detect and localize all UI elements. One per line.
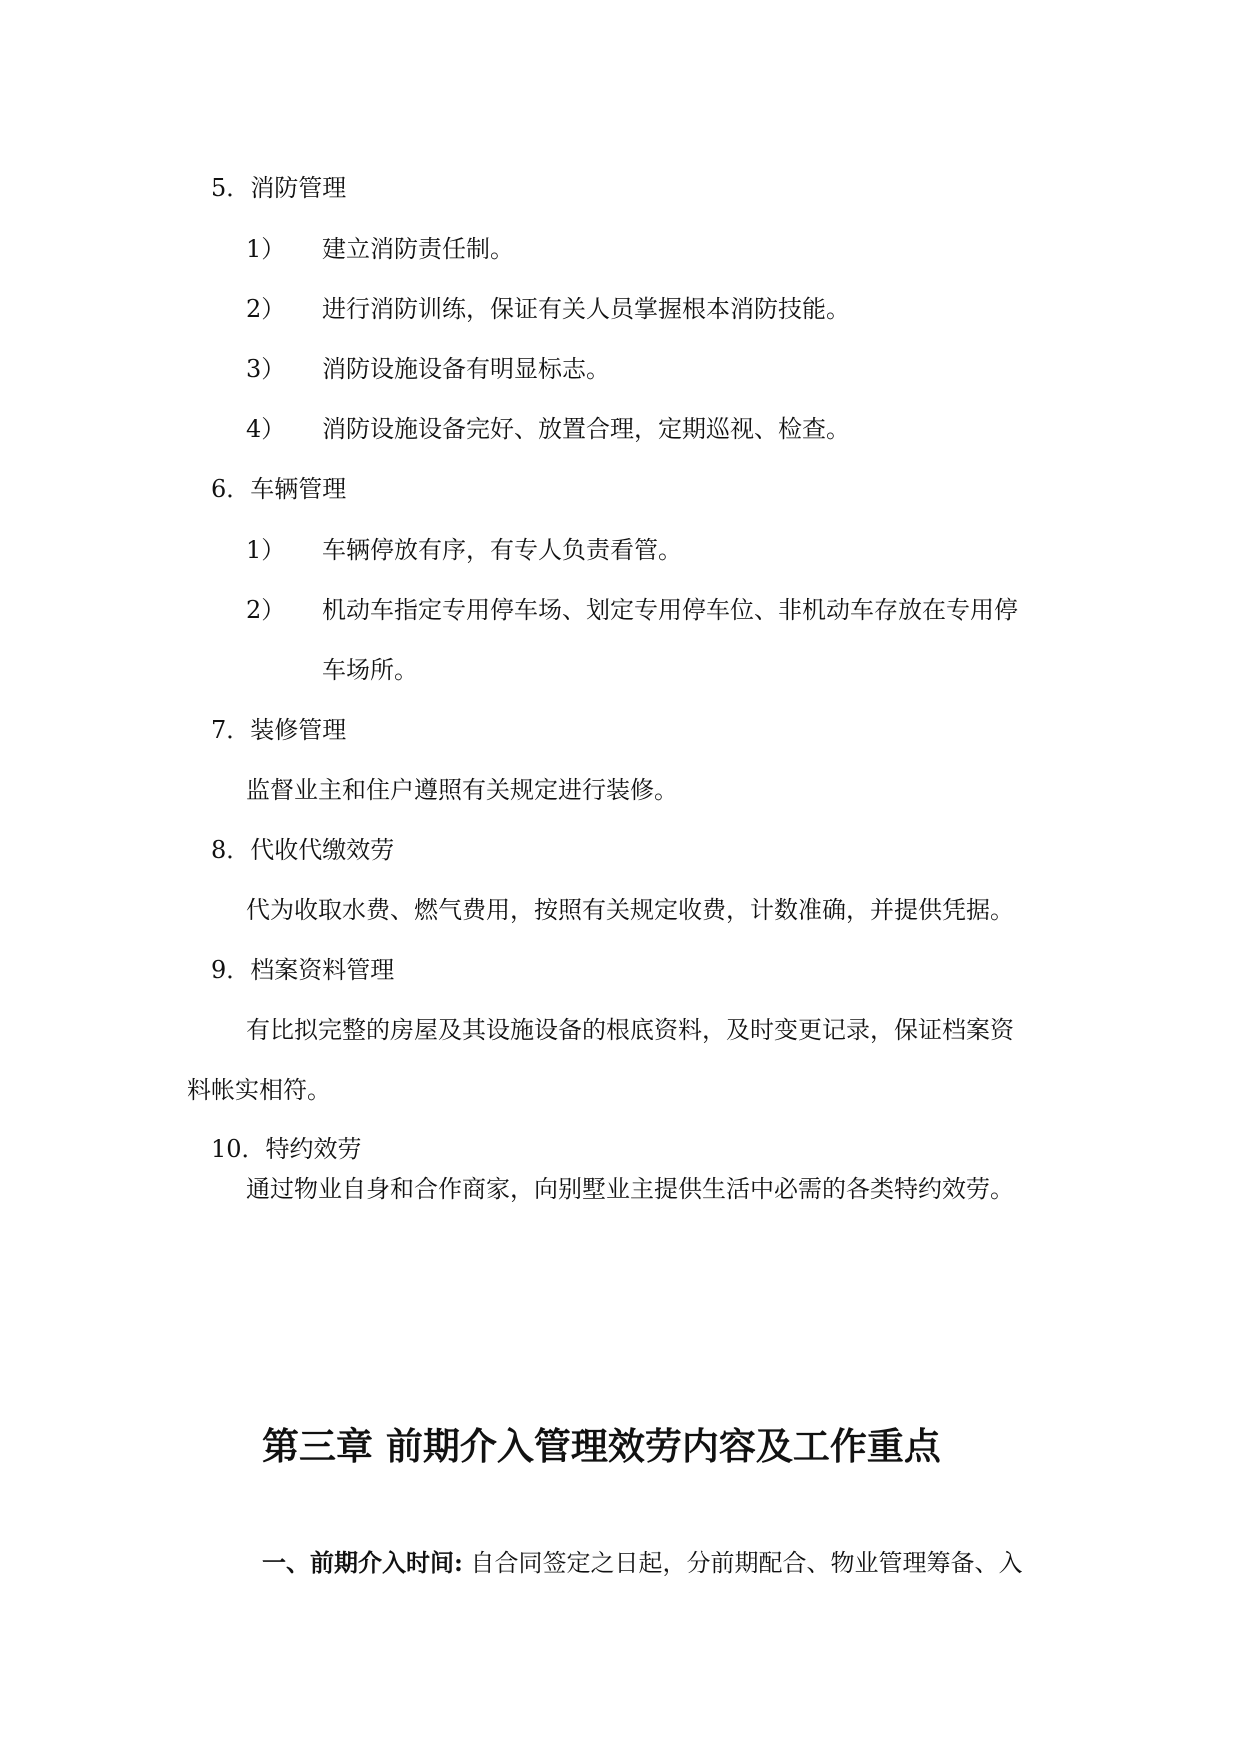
chapter-paragraph <box>262 1548 1023 1578</box>
list-item <box>246 595 285 625</box>
list-number: 1） <box>246 235 286 263</box>
section-5-heading: 5．消防管理 <box>211 174 347 202</box>
list-item <box>246 294 285 324</box>
list-item <box>246 354 285 384</box>
section-9-body-continuation: 料帐实相符。 <box>187 1076 331 1104</box>
list-item-text: 建立消防责任制。 <box>322 235 514 263</box>
section-8-body: 代为收取水费、燃气费用，按照有关规定收费，计数准确，并提供凭据。 <box>246 896 1014 924</box>
section-10-heading: 10．特约效劳 <box>211 1135 362 1163</box>
section-6-heading: 6．车辆管理 <box>211 475 347 503</box>
list-item-continuation: 车场所。 <box>322 656 418 684</box>
list-number: 2） <box>246 596 286 624</box>
section-10-body: 通过物业自身和合作商家，向别墅业主提供生活中必需的各类特约效劳。 <box>246 1175 1014 1203</box>
list-item-text: 消防设施设备有明显标志。 <box>322 355 610 383</box>
list-number: 1） <box>246 536 286 564</box>
section-9-body: 有比拟完整的房屋及其设施设备的根底资料，及时变更记录，保证档案资 <box>246 1016 1014 1044</box>
paragraph-label: 一、前期介入时间: <box>262 1548 463 1577</box>
list-item-text: 机动车指定专用停车场、划定专用停车位、非机动车存放在专用停 <box>322 596 1018 624</box>
list-item <box>246 414 285 444</box>
section-8-heading: 8．代收代缴效劳 <box>211 836 395 864</box>
list-item-text: 消防设施设备完好、放置合理，定期巡视、检查。 <box>322 415 850 443</box>
paragraph-text: 自合同签定之日起，分前期配合、物业管理筹备、入 <box>462 1549 1023 1577</box>
list-number: 4） <box>246 415 286 443</box>
section-7-body: 监督业主和住户遵照有关规定进行装修。 <box>246 776 678 804</box>
list-item <box>246 535 285 565</box>
chapter-title: 第三章 前期介入管理效劳内容及工作重点 <box>262 1425 941 1468</box>
section-7-heading: 7．装修管理 <box>211 716 347 744</box>
section-9-heading: 9．档案资料管理 <box>211 956 395 984</box>
list-item-text: 车辆停放有序，有专人负责看管。 <box>322 536 682 564</box>
list-number: 3） <box>246 355 286 383</box>
list-item <box>246 234 285 264</box>
list-item-text: 进行消防训练，保证有关人员掌握根本消防技能。 <box>322 295 850 323</box>
list-number: 2） <box>246 295 286 323</box>
